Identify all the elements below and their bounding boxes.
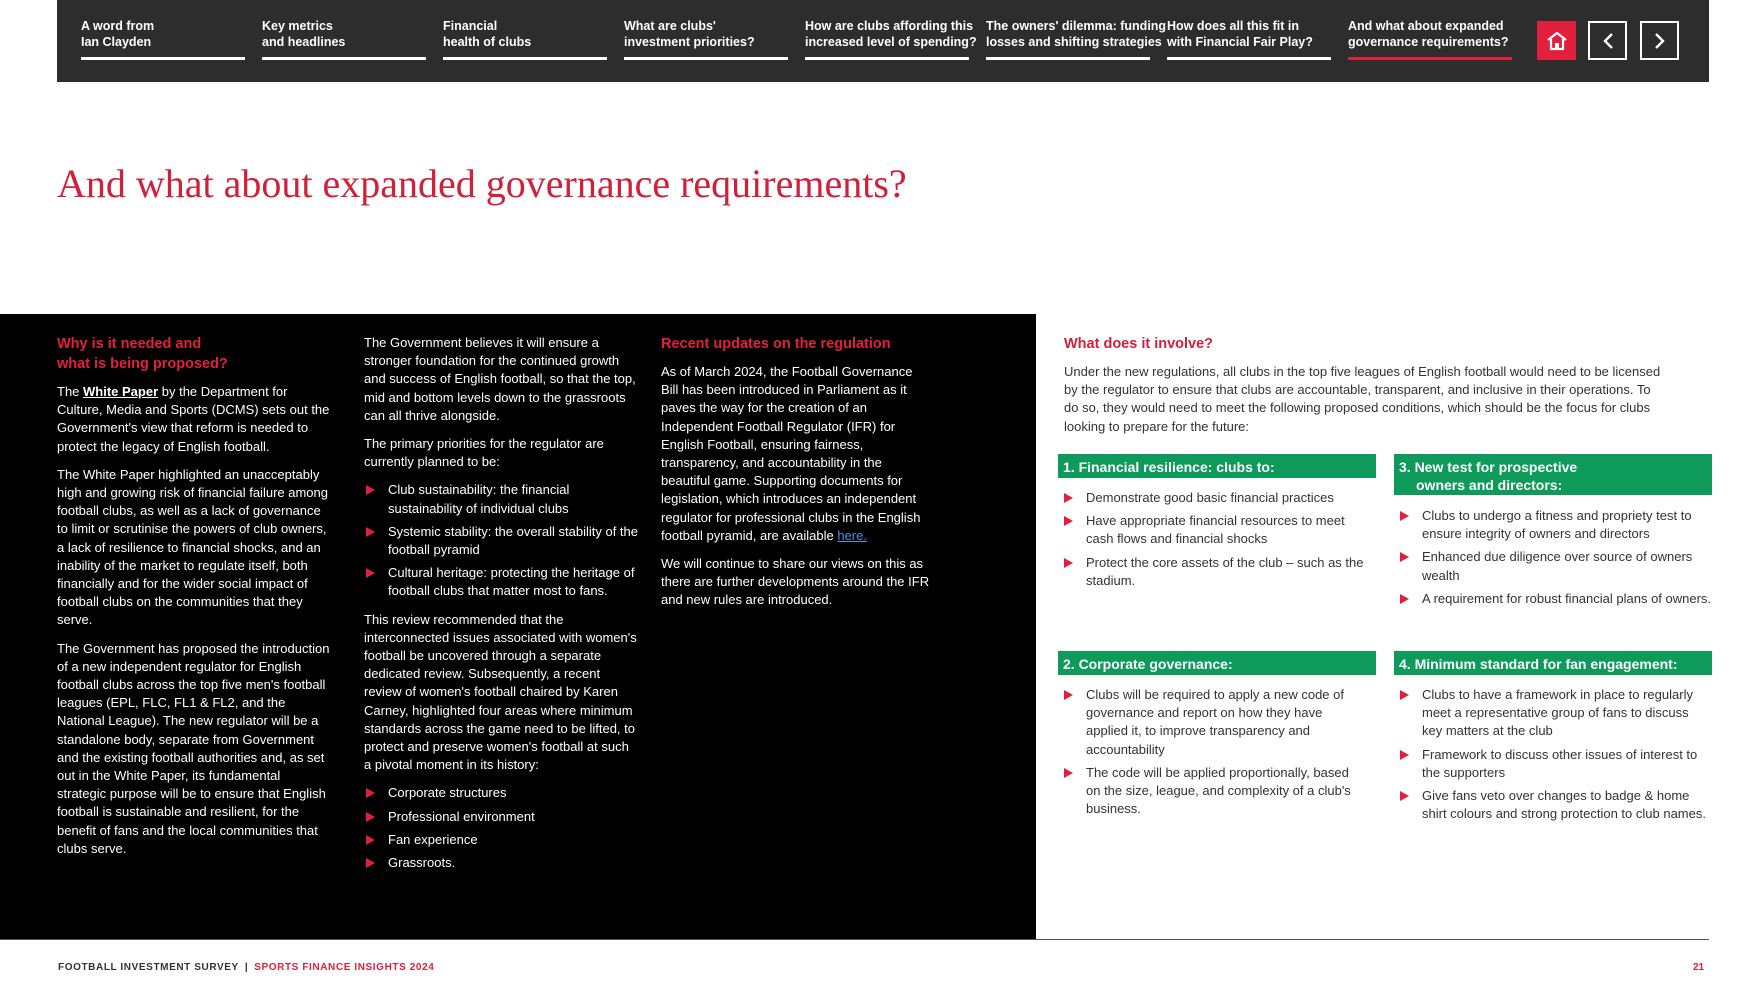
list-item-text: Framework to discuss other issues of interest to the supporters — [1422, 746, 1698, 780]
nav-tab-line1: A word from — [81, 19, 155, 33]
nav-tab-key-metrics[interactable] — [262, 18, 426, 60]
list-item — [1058, 686, 1358, 759]
nav-tab-line1: The owners' dilemma: funding — [986, 19, 1167, 33]
list-item-text: Fan experience — [388, 831, 478, 847]
text-before-link: As of March 2024, the Football Governance Bill has been introduced in Parliament as it paves the way for the creation of an Independent Football Regulator (IFR) for English Football, ensuring fairness, transparency, and accountability in the beautiful game. Supporting documents for legislation, which introduces an independent regulator for professional clubs in the English football pyramid, are available — [661, 364, 921, 543]
priorities-list — [364, 481, 639, 600]
list-item — [364, 523, 639, 559]
nav-tab-line1: How does all this fit in — [1167, 19, 1299, 33]
involve-intro — [1064, 334, 1664, 436]
bullet-triangle-icon — [1400, 791, 1409, 801]
list-item-text: Clubs to have a framework in place to regularly meet a representative group of fans to discuss key matters at the club — [1422, 687, 1693, 739]
fan-engagement-list — [1394, 686, 1712, 828]
list-item-text: Give fans veto over changes to badge & home shirt colours and strong protection to club names. — [1422, 788, 1706, 822]
list-item — [364, 808, 639, 826]
bill-paragraph — [661, 363, 933, 545]
footer-separator: | — [244, 962, 249, 973]
recent-updates-heading: Recent updates on the regulation — [661, 336, 891, 352]
list-item — [1394, 590, 1712, 608]
bullet-triangle-icon — [1064, 493, 1073, 503]
list-item — [364, 481, 639, 517]
footer-report-name: SPORTS FINANCE INSIGHTS 2024 — [254, 962, 435, 973]
heading-line1: Why is it needed and — [57, 336, 202, 352]
financial-resilience-header: 1. Financial resilience: clubs to: — [1058, 454, 1376, 478]
text-after-link: by the Department for Culture, Media and Sports (DCMS) sets out the Government's view that reform is needed to protect the legacy of English football. — [57, 384, 330, 454]
nav-tab-investment-priorities[interactable] — [624, 18, 788, 60]
chevron-left-icon — [1602, 32, 1614, 50]
regulator-proposal-paragraph: The Government has proposed the introduction of a new independent regulator for English football clubs across the top five men's football leagues (EPL, FLC, FL1 & FL2, and the National League). The new regulator will be a standalone body, separate from Government and the existing football authorities and, as set out in the White Paper, its fundamental strategic purpose will be to ensure that English football is sustainable and resilient, for the benefit of fans and the local communities that clubs serve. — [57, 640, 330, 856]
home-icon — [1546, 31, 1568, 51]
bullet-triangle-icon — [1400, 552, 1409, 562]
header-line1: 3. New test for prospective — [1399, 459, 1578, 475]
nav-tab-line1: What are clubs' — [624, 19, 716, 33]
nav-tab-line2: governance requirements? — [1348, 35, 1509, 49]
list-item-text: Club sustainability: the financial sustainability of individual clubs — [388, 482, 570, 516]
previous-page-button[interactable] — [1588, 21, 1627, 60]
priorities-intro: The primary priorities for the regulator are currently planned to be: — [364, 436, 604, 470]
fan-engagement-header: 4. Minimum standard for fan engagement: — [1394, 651, 1712, 675]
list-item-text: Demonstrate good basic financial practices — [1086, 490, 1334, 505]
nav-tab-line2: losses and shifting strategies — [986, 35, 1162, 49]
nav-tab-affording-spending[interactable] — [805, 18, 977, 60]
chevron-right-icon — [1654, 32, 1666, 50]
bullet-triangle-icon — [1064, 690, 1073, 700]
bullet-triangle-icon — [366, 812, 375, 822]
footer-divider — [0, 939, 1709, 940]
list-item-text: Clubs will be required to apply a new code of governance and report on how they have applied it, to improve transparency and accountability — [1086, 687, 1344, 757]
bullet-triangle-icon — [1064, 516, 1073, 526]
corporate-governance-list — [1058, 686, 1358, 823]
list-item-text: The code will be applied proportionally, based on the size, league, and complexity of a club's business. — [1086, 764, 1351, 817]
list-item — [1394, 507, 1712, 543]
risk-paragraph: The White Paper highlighted an unacceptably high and growing risk of financial failure among football clubs, as well as a lack of governance to limit or scrutinise the powers of club owners, a lack of resilience to financial shocks, and an inability of the market to regulate itself, both financially and for the wider social impact of football clubs on the communities that they serve. — [57, 466, 328, 628]
nav-tab-line2: with Financial Fair Play? — [1167, 35, 1313, 49]
continue-paragraph: We will continue to share our views on this as there are further developments around the IFR and new rules are introduced. — [661, 556, 930, 608]
bullet-triangle-icon — [366, 835, 375, 845]
bullet-triangle-icon — [366, 788, 375, 798]
bullet-triangle-icon — [1400, 511, 1409, 521]
priorities-column — [364, 334, 639, 882]
nav-tab-owners-dilemma[interactable] — [986, 18, 1167, 60]
home-button[interactable] — [1537, 21, 1576, 60]
page-title: And what about expanded governance requirements? — [57, 161, 907, 206]
foundation-paragraph: The Government believes it will ensure a stronger foundation for the continued growth and success of English football, so that the top, mid and bottom levels down to the grassroots can all thrive alongside. — [364, 335, 636, 423]
list-item-text: Enhanced due diligence over source of owners wealth — [1422, 549, 1693, 583]
bullet-triangle-icon — [366, 568, 375, 578]
list-item — [1058, 489, 1368, 507]
text-before-link: The — [57, 384, 84, 399]
bullet-triangle-icon — [366, 858, 375, 868]
page-number: 21 — [1693, 962, 1705, 973]
involve-heading: What does it involve? — [1064, 336, 1214, 352]
list-item — [364, 854, 639, 872]
nav-tab-financial-fair-play[interactable] — [1167, 18, 1331, 60]
top-navigation — [57, 0, 1709, 82]
bullet-triangle-icon — [1400, 594, 1409, 604]
list-item — [364, 784, 639, 802]
nav-tab-financial-health[interactable] — [443, 18, 607, 60]
list-item — [364, 564, 639, 600]
list-item — [364, 831, 639, 849]
header-line2: owners and directors: — [1416, 477, 1563, 493]
list-item-text: Protect the core assets of the club – such as the stadium. — [1086, 554, 1364, 588]
list-item-text: Clubs to undergo a fitness and propriety test to ensure integrity of owners and directors — [1422, 508, 1692, 542]
heading-line2: what is being proposed? — [57, 356, 228, 372]
bullet-triangle-icon — [1064, 768, 1073, 778]
footer-survey-name: FOOTBALL INVESTMENT SURVEY — [58, 962, 239, 973]
white-paper-link[interactable]: White Paper — [83, 384, 159, 399]
list-item — [1058, 554, 1368, 590]
bullet-triangle-icon — [366, 485, 375, 495]
list-item — [1394, 787, 1712, 823]
context-panel — [0, 314, 1036, 940]
list-item-text: Professional environment — [388, 808, 535, 824]
areas-list — [364, 784, 639, 872]
why-needed-column — [57, 334, 332, 868]
list-item-text: Corporate structures — [388, 785, 507, 801]
nav-tab-line1: Financial — [443, 19, 498, 33]
footer-publication — [58, 962, 434, 973]
list-item-text: Cultural heritage: protecting the heritage of football clubs that matter most to fans. — [388, 565, 635, 599]
nav-tab-line2: investment priorities? — [624, 35, 755, 49]
list-item — [1394, 686, 1712, 741]
list-item — [1394, 548, 1712, 584]
involve-intro-text: Under the new regulations, all clubs in the top five leagues of English football would need to be licensed by the regulator to ensure that clubs are accountable, transparent, and inclusive in their operations. To do so, they would need to meet the following proposed conditions, which should be the focus for clubs looking to prepare for the future: — [1064, 364, 1661, 434]
list-item — [1394, 746, 1712, 782]
recent-updates-column — [661, 334, 933, 620]
nav-tab-line1: How are clubs affording this — [805, 19, 974, 33]
list-item-text: Grassroots. — [388, 855, 456, 871]
list-item — [1058, 512, 1368, 548]
list-item-text: Systemic stability: the overall stability of the football pyramid — [388, 523, 638, 558]
list-item-text: A requirement for robust financial plans of owners. — [1422, 590, 1712, 606]
nav-tab-line1: And what about expanded — [1348, 19, 1504, 33]
bullet-triangle-icon — [1400, 690, 1409, 700]
nav-tab-line2: health of clubs — [443, 35, 532, 49]
next-page-button[interactable] — [1640, 21, 1679, 60]
white-paper-paragraph — [57, 383, 332, 456]
nav-tab-governance-requirements[interactable] — [1348, 18, 1512, 60]
financial-resilience-list — [1058, 489, 1368, 595]
bullet-triangle-icon — [1064, 558, 1073, 568]
list-item — [1058, 764, 1358, 819]
list-item-text: Have appropriate financial resources to meet cash flows and financial shocks — [1086, 513, 1345, 547]
documents-here-link[interactable]: here. — [837, 527, 867, 543]
womens-football-paragraph: This review recommended that the interconnected issues associated with women's football be uncovered through a separate dedicated review. Subsequently, a recent review of women's football chaired by Karen Carney, highlighted four areas where minimum standards across the game need to be lifted, to protect and preserve women's football at such a pivotal moment in its history: — [364, 611, 637, 773]
why-needed-heading — [57, 334, 332, 374]
bullet-triangle-icon — [366, 527, 375, 537]
bullet-triangle-icon — [1400, 750, 1409, 760]
nav-tab-line1: Key metrics — [262, 19, 333, 33]
owners-test-list — [1394, 507, 1712, 613]
corporate-governance-header: 2. Corporate governance: — [1058, 651, 1376, 675]
nav-tab-line2: increased level of spending? — [805, 35, 977, 49]
owners-test-header — [1394, 454, 1712, 495]
nav-tab-line2: and headlines — [262, 35, 346, 49]
nav-tab-word-from[interactable] — [81, 18, 245, 60]
nav-tab-line2: Ian Clayden — [81, 35, 152, 49]
